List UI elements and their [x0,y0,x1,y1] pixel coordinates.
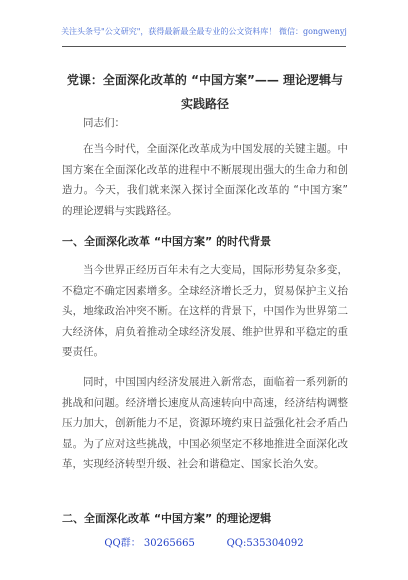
section-heading-1: 一、全面深化改革 “中国方案” 的时代背景 [62,235,272,248]
section-heading-2: 二、全面深化改革 “中国方案” 的理论逻辑 [62,512,272,525]
intro-paragraph: 在当今时代，全面深化改革成为中国发展的关键主题。中国方案在全面深化改革的进程中不断展现出强大的生命力和创造力。今天，我们就来深入探讨全面深化改革的 “中国方案” 的理论逻辑与实践路径。 [62,143,348,217]
page-header-notice: 关注头条号"公文研究"，获得最新最全最专业的公文资料库！ 微信：gongwenyj [61,27,347,36]
header-divider [62,46,346,47]
section1-paragraph-1: 当今世界正经历百年未有之大变局，国际形势复杂多变，不稳定不确定因素增多。全球经济增长乏力，贸易保护主义抬头，地缘政治冲突不断。在这样的背景下，中国作为世界第二大经济体，肩负着推动全球经济发展、维护世界和平稳定的重要责任。 [62,264,348,358]
document-title: 党课：全面深化改革的 “中国方案”—— 理论逻辑与实践路径 [66,73,344,111]
section1-paragraph-2: 同时，中国国内经济发展进入新常态，面临着一系列新的挑战和问题。经济增长速度从高速转向中高速，经济结构调整压力加大，创新能力不足，资源环境约束日益强化社会矛盾凸显。为了应对这些挑战，中国必须坚定不移地推进全面深化改革，实现经济转型升级、社会和谐稳定、国家长治久安。 [62,376,348,470]
greeting: 同志们： [83,117,125,129]
page-footer-contact: QQ群： 30265665 QQ:535304092 [104,538,304,549]
